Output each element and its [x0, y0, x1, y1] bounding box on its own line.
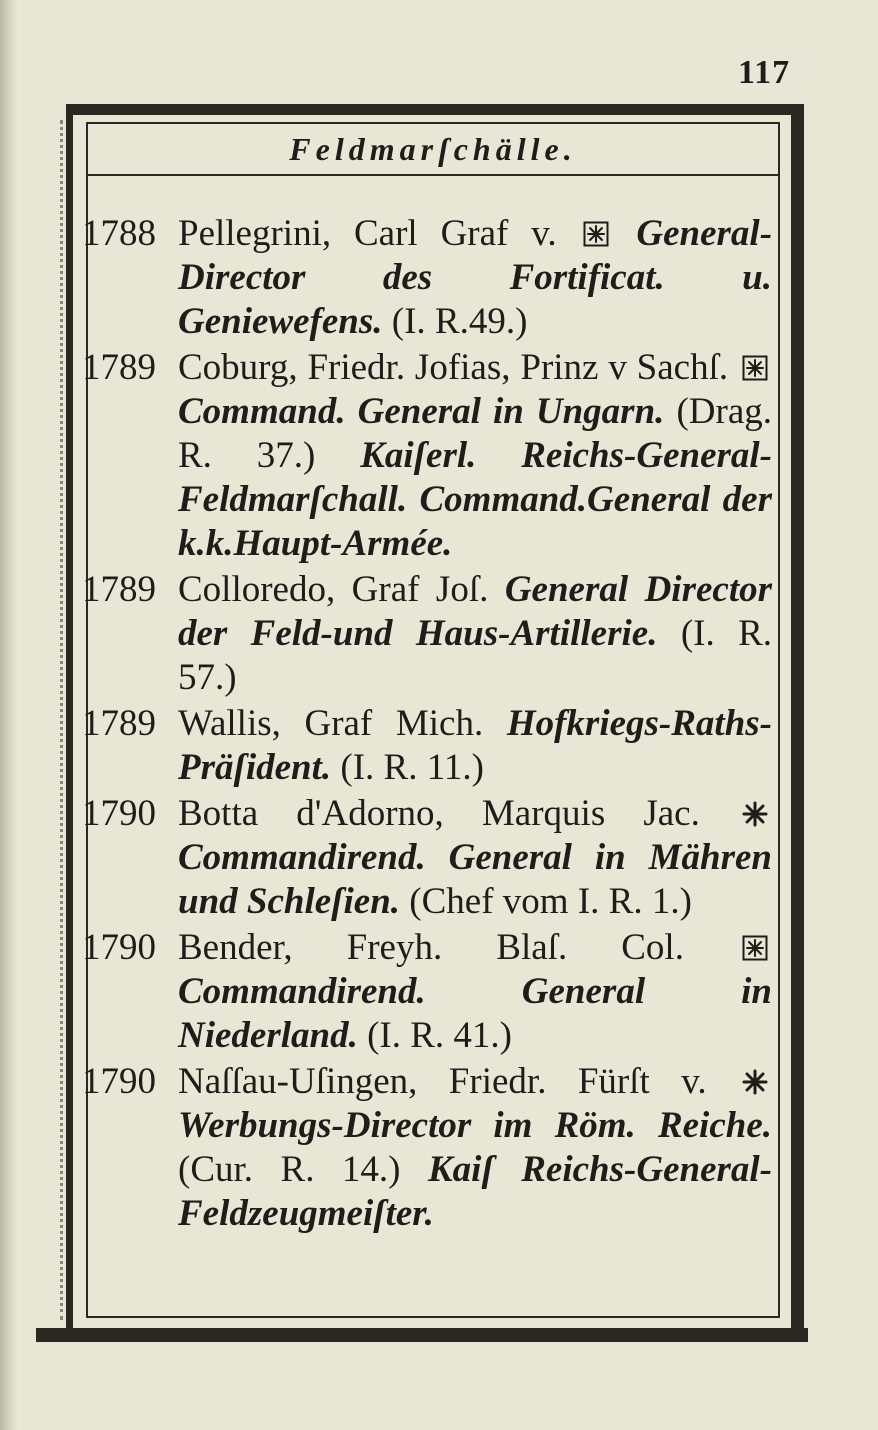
entry-year: 1790 — [82, 1061, 156, 1102]
entry-office: Werbungs-Director im Röm. Reiche. — [178, 1105, 772, 1146]
entry-office: Commandirend. General in Mähren und Schleſien. — [178, 837, 772, 922]
entry-text — [178, 702, 772, 790]
list-item — [82, 568, 772, 700]
entry-office: General-Director des Fortificat. u. Geniewefens. — [178, 213, 773, 342]
entry-text — [178, 346, 772, 566]
entry-regiment-ref: (I. R.49.) — [391, 301, 528, 342]
list-item — [82, 212, 772, 344]
list-item — [82, 1060, 772, 1236]
entry-text — [178, 212, 772, 344]
entry-office: Hofkriegs-Raths-Präſident. — [178, 703, 773, 788]
entry-text — [178, 1060, 772, 1236]
list-item — [82, 792, 772, 924]
list-item — [82, 702, 772, 790]
frame-bottom-bar — [36, 1328, 808, 1342]
list-item — [82, 926, 772, 1058]
star-icon — [742, 801, 768, 827]
entry-name: Bender, Freyh. Blaſ. Col. — [178, 927, 684, 968]
entry-name: Colloredo, Graf Joſ. — [178, 569, 489, 610]
list-item — [82, 346, 772, 566]
entry-year: 1789 — [82, 569, 156, 610]
entry-office: Command. General in Ungarn. — [178, 391, 665, 432]
boxed-star-icon — [742, 355, 768, 381]
entry-regiment-ref: (Drag. R. 37.) — [178, 391, 772, 476]
page-number: 117 — [738, 54, 791, 91]
entry-regiment-ref: (Cur. R. 14.) — [178, 1149, 401, 1190]
entry-regiment-ref: (I. R. 41.) — [367, 1015, 513, 1056]
entry-year: 1788 — [82, 213, 156, 254]
entry-name: Naſſau-Uſingen, Friedr. Fürſt v. — [178, 1061, 707, 1102]
entry-regiment-ref: (I. R. 57.) — [178, 613, 772, 698]
entry-text — [178, 792, 772, 924]
entry-name: Pellegrini, Carl Graf v. — [178, 213, 557, 254]
entry-name: Coburg, Friedr. Jofias, Prinz v Sachſ. — [178, 347, 729, 388]
header-rule — [86, 174, 780, 176]
entry-regiment-ref: (Chef vom I. R. 1.) — [409, 881, 692, 922]
entry-name: Wallis, Graf Mich. — [178, 703, 484, 744]
entry-regiment-ref: (I. R. 11.) — [340, 747, 484, 788]
entry-year: 1790 — [82, 927, 156, 968]
entry-year: 1789 — [82, 703, 156, 744]
entry-text — [178, 926, 772, 1058]
entry-list — [82, 212, 772, 1238]
star-icon — [742, 1069, 768, 1095]
page-binding-shadow — [0, 0, 18, 1430]
entry-office: Commandirend. General in Niederland. — [178, 971, 772, 1056]
entry-name: Botta d'Adorno, Marquis Jac. — [178, 793, 700, 834]
boxed-star-icon — [583, 221, 609, 247]
boxed-star-icon — [742, 935, 768, 961]
entry-year: 1790 — [82, 793, 156, 834]
entry-year: 1789 — [82, 347, 156, 388]
entry-extra-title: Kaiſerl. Reichs-General-Feldmarſchall. Command.General der k.k.Haupt-Armée. — [178, 435, 772, 564]
section-title: Feldmarſchälle. — [289, 131, 577, 167]
entry-text — [178, 568, 772, 700]
entry-extra-title: Kaiſ Reichs-General-Feldzeugmeiſter. — [178, 1149, 772, 1234]
entry-office: General Director der Feld-und Haus-Artillerie. — [178, 569, 773, 654]
